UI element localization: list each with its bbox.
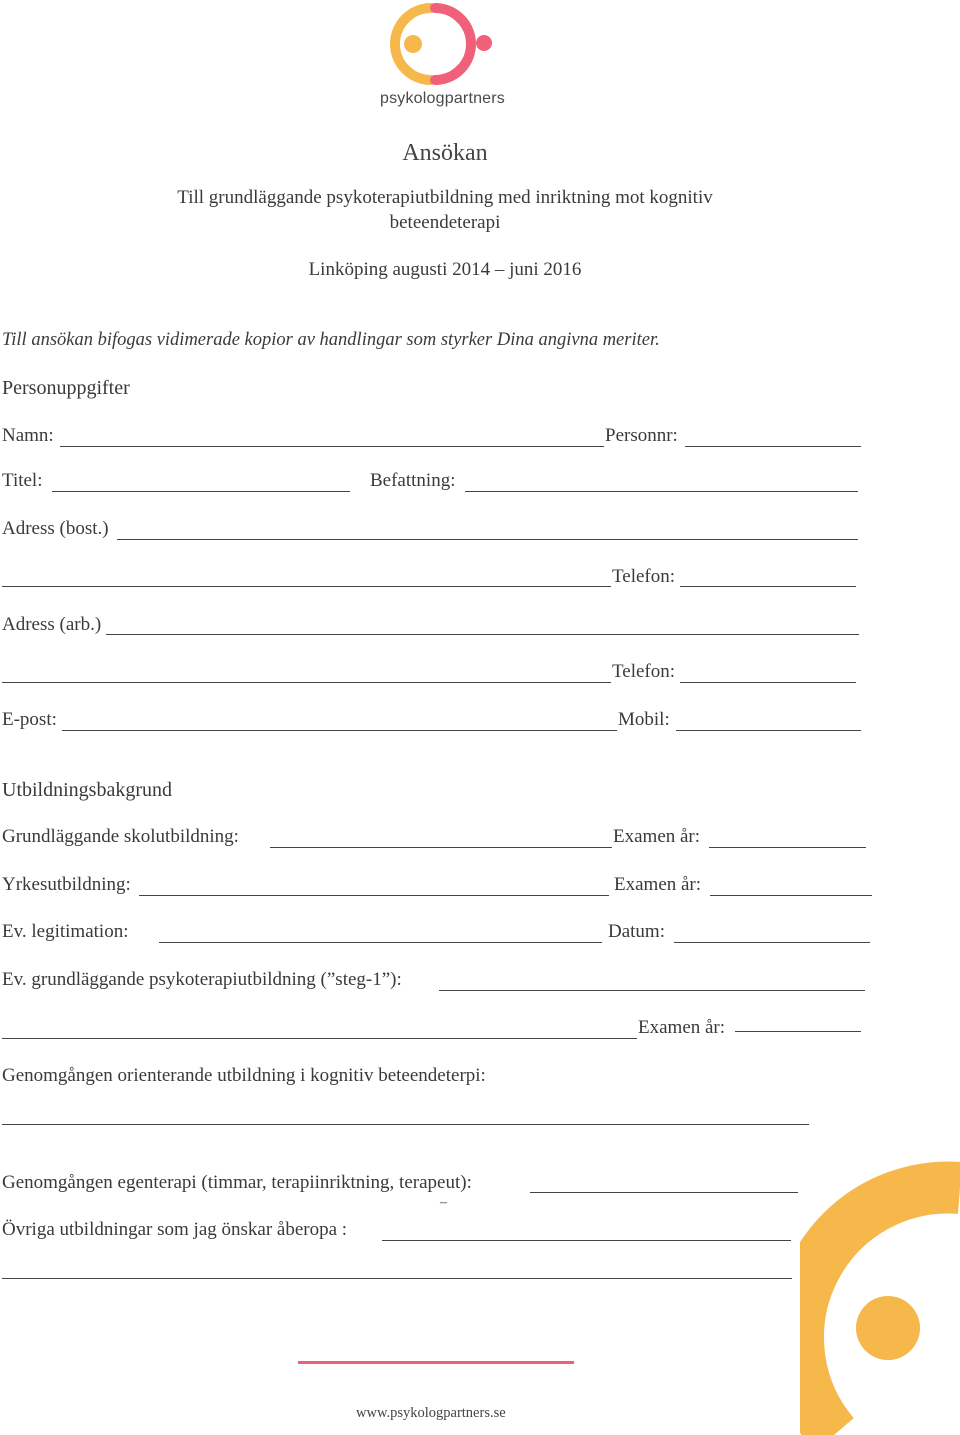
other-education-label: Övriga utbildningar som jag önskar åberopa :	[2, 1219, 348, 1240]
license-date-field[interactable]	[674, 942, 870, 943]
location-dates: Linköping augusti 2014 – juni 2016	[308, 259, 582, 280]
license-label: Ev. legitimation:	[2, 921, 129, 942]
vocational-label: Yrkesutbildning:	[2, 874, 131, 895]
basic-exam-field[interactable]	[709, 847, 866, 848]
own-therapy-label: Genomgången egenterapi (timmar, terapiinriktning, terapeut):	[2, 1172, 472, 1193]
name-label: Namn:	[2, 425, 54, 446]
personnr-label: Personnr:	[605, 425, 678, 446]
step1-field[interactable]	[439, 990, 865, 991]
footer-divider	[298, 1361, 574, 1364]
basic-education-field[interactable]	[270, 847, 612, 848]
vocational-field[interactable]	[139, 895, 609, 896]
step1-field-2[interactable]	[2, 1038, 637, 1039]
basic-education-label: Grundläggande skolutbildning:	[2, 826, 239, 847]
vocational-exam-label: Examen år:	[614, 874, 702, 895]
orienting-field[interactable]	[2, 1124, 809, 1125]
subtitle-line-1: Till grundläggande psykoterapiutbildning med inriktning mot kognitiv	[177, 187, 713, 208]
email-field[interactable]	[62, 730, 617, 731]
subtitle-line-2: beteendeterapi	[389, 212, 501, 233]
step1-exam-field[interactable]	[735, 1031, 861, 1032]
work-address-field-2[interactable]	[2, 682, 611, 683]
position-field[interactable]	[465, 491, 858, 492]
email-label: E-post:	[2, 709, 57, 730]
other-education-field-2[interactable]	[2, 1278, 792, 1279]
other-education-field[interactable]	[382, 1240, 791, 1241]
mobile-label: Mobil:	[618, 709, 670, 730]
personal-heading: Personuppgifter	[2, 377, 130, 399]
step1-label: Ev. grundläggande psykoterapiutbildning (”steg-1”):	[2, 969, 402, 990]
own-therapy-field[interactable]	[530, 1192, 798, 1193]
stray-mark: –	[440, 1195, 447, 1210]
brand-name: psykologpartners	[379, 90, 506, 107]
position-label: Befattning:	[370, 470, 456, 491]
psykologpartners-logo-icon	[383, 0, 503, 88]
decorative-arc-icon	[800, 1160, 960, 1435]
home-phone-label: Telefon:	[612, 566, 676, 587]
personnr-field[interactable]	[685, 446, 861, 447]
page-title: Ansökan	[402, 140, 488, 166]
work-phone-field[interactable]	[680, 682, 856, 683]
license-field[interactable]	[159, 942, 602, 943]
mobile-field[interactable]	[676, 730, 861, 731]
home-address-field-2[interactable]	[2, 586, 611, 587]
home-address-label: Adress (bost.)	[2, 518, 109, 539]
title-field[interactable]	[52, 491, 350, 492]
vocational-exam-field[interactable]	[710, 895, 872, 896]
work-address-label: Adress (arb.)	[2, 614, 102, 635]
step1-exam-label: Examen år:	[638, 1017, 726, 1038]
home-address-field[interactable]	[117, 539, 858, 540]
name-field[interactable]	[60, 446, 604, 447]
work-phone-label: Telefon:	[612, 661, 676, 682]
website-link[interactable]: www.psykologpartners.se	[356, 1405, 506, 1421]
basic-exam-label: Examen år:	[613, 826, 701, 847]
license-date-label: Datum:	[608, 921, 665, 942]
orienting-label: Genomgången orienterande utbildning i kognitiv beteendeterpi:	[2, 1065, 486, 1086]
title-label: Titel:	[2, 470, 43, 491]
education-heading: Utbildningsbakgrund	[2, 779, 172, 801]
home-phone-field[interactable]	[680, 586, 856, 587]
work-address-field[interactable]	[106, 634, 859, 635]
attachment-note: Till ansökan bifogas vidimerade kopior av handlingar som styrker Dina angivna meriter.	[2, 330, 660, 350]
